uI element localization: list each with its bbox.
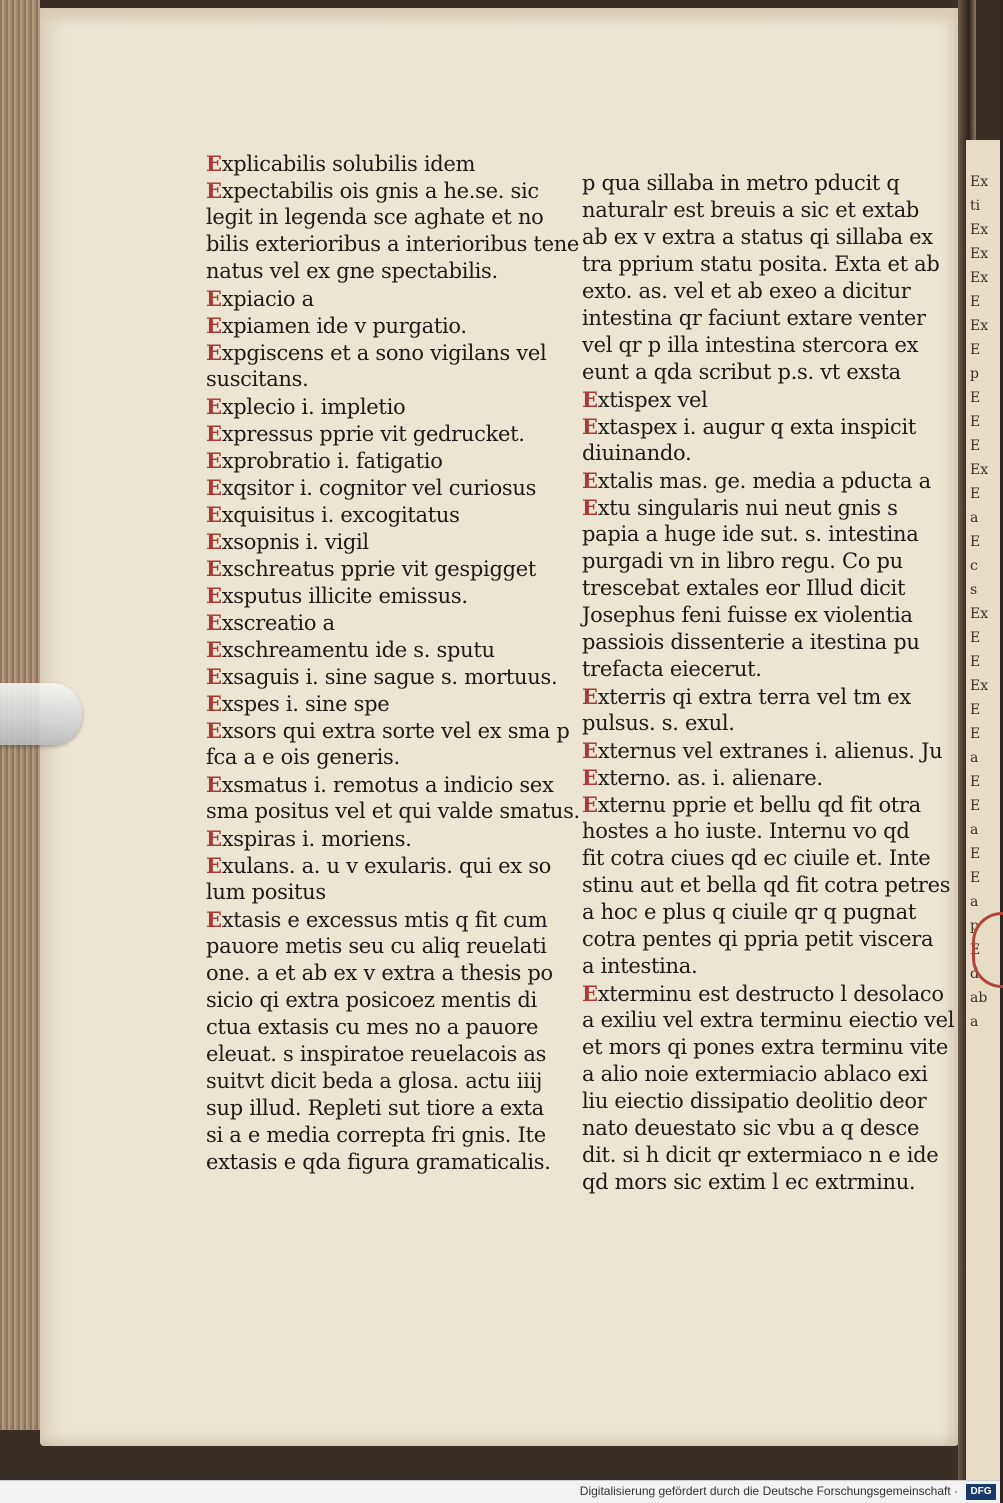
- line-text: xterno. as. i. alienare.: [597, 766, 823, 790]
- text-line: [582, 305, 926, 332]
- text-line: [582, 1088, 927, 1115]
- line-text: tra pprium statu posita. Exta et ab: [582, 252, 940, 276]
- next-page-fragment: Ex: [970, 318, 989, 334]
- line-text: xtalis mas. ge. media a pducta a: [597, 469, 931, 493]
- rubricated-initial: E: [582, 684, 598, 709]
- line-text: intestina qr faciunt extare venter: [582, 306, 926, 330]
- text-line: [206, 690, 526, 717]
- rubricated-initial: E: [206, 313, 222, 338]
- plastic-clip: [0, 683, 82, 745]
- line-text: extasis e qda figura gramaticalis.: [206, 1150, 551, 1174]
- line-text: purgadi vn in libro regu. Co pu: [582, 549, 903, 573]
- text-line: [582, 251, 940, 278]
- text-line: [206, 420, 526, 447]
- text-line: [206, 609, 526, 636]
- next-page-fragment: E: [970, 798, 981, 814]
- text-line: [582, 737, 943, 764]
- next-page-fragment: Ex: [970, 462, 989, 478]
- line-text: sma positus vel et qui valde smatus.: [206, 799, 580, 823]
- text-line: [582, 332, 922, 359]
- line-text: xplicabilis solubilis idem: [221, 152, 476, 176]
- next-page-fragment: E: [970, 774, 981, 790]
- rubricated-initial: E: [582, 792, 598, 817]
- line-text: xtasis e excessus mtis q fit cum: [221, 908, 548, 932]
- next-page-edge: [966, 140, 1000, 1480]
- line-text: suitvt dicit beda a glosa. actu iiij: [206, 1069, 543, 1093]
- rubricated-initial: E: [206, 421, 222, 446]
- text-line: [582, 1034, 949, 1061]
- text-line: [206, 798, 580, 825]
- next-page-fragment: a: [970, 510, 979, 526]
- rubricated-initial: E: [206, 583, 222, 608]
- line-text: xpiacio a: [221, 287, 314, 311]
- line-text: xternu pprie et bellu qd fit otra: [597, 793, 921, 817]
- rubricated-initial: E: [206, 853, 222, 878]
- line-text: xprobratio i. fatigatio: [221, 449, 443, 473]
- line-text: naturalr est breuis a sic et extab: [582, 198, 920, 222]
- line-text: xsaguis i. sine sague s. mortuus.: [221, 665, 558, 689]
- text-line: [206, 150, 526, 177]
- dfg-logo: DFG: [966, 1484, 996, 1500]
- text-line: [582, 1142, 939, 1169]
- next-page-fragment: E: [970, 726, 981, 742]
- rubricated-initial: E: [206, 394, 222, 419]
- next-page-fragment: E: [970, 438, 981, 454]
- text-line: [206, 744, 526, 771]
- rubricated-initial: E: [206, 556, 222, 581]
- line-text: xpectabilis ois gnis a he.se. sic: [221, 179, 539, 203]
- text-line: [206, 204, 544, 231]
- rubricated-initial: E: [206, 664, 222, 689]
- text-line: [206, 987, 537, 1014]
- line-text: bilis exterioribus a interioribus tene: [206, 232, 580, 256]
- line-text: suscitans.: [206, 367, 309, 391]
- text-line: [582, 467, 931, 494]
- rubricated-initial: E: [582, 468, 598, 493]
- rubricated-initial: E: [206, 907, 222, 932]
- text-line: [206, 366, 526, 393]
- text-line: [582, 494, 922, 521]
- next-page-fragment: E: [970, 654, 981, 670]
- next-page-fragment: E: [970, 630, 981, 646]
- text-line: [206, 555, 537, 582]
- text-line: [206, 1068, 543, 1095]
- line-text: xsmatus i. remotus a indicio sex: [221, 773, 554, 797]
- rubricated-initial: E: [206, 502, 222, 527]
- line-text: pauore metis seu cu aliq reuelati: [206, 934, 547, 958]
- line-text: diuinando.: [582, 441, 692, 465]
- text-line: [206, 339, 547, 366]
- next-page-fragment: E: [970, 942, 981, 958]
- text-line: [582, 548, 922, 575]
- next-page-fragment: Ex: [970, 270, 989, 286]
- text-line: [206, 663, 558, 690]
- text-line: [582, 764, 922, 791]
- line-text: xschreatus pprie vit gespigget: [221, 557, 537, 581]
- text-line: [582, 791, 922, 818]
- line-text: xpgiscens et a sono vigilans vel: [221, 341, 547, 365]
- next-page-fragment: E: [970, 294, 981, 310]
- text-line: [582, 1115, 922, 1142]
- next-page-fragment: Ex: [970, 678, 989, 694]
- line-text: et mors qi pones extra terminu vite: [582, 1035, 949, 1059]
- text-line: [206, 1014, 539, 1041]
- line-text: passiois dissenterie a itestina pu: [582, 630, 920, 654]
- rubricated-initial: E: [206, 448, 222, 473]
- text-line: [206, 582, 526, 609]
- rubricated-initial: E: [582, 387, 598, 412]
- line-text: xterminu est destructo l desolaco: [597, 982, 944, 1006]
- rubricated-initial: E: [206, 340, 222, 365]
- next-page-fragment: E: [970, 414, 981, 430]
- line-text: dit. si h dicit qr extermiaco n e ide: [582, 1143, 939, 1167]
- text-line: [582, 1061, 928, 1088]
- line-text: liu eiectio dissipatio deolitio deor: [582, 1089, 927, 1113]
- line-text: exto. as. vel et ab exeo a dicitur: [582, 279, 911, 303]
- text-line: [582, 818, 922, 845]
- text-line: [582, 575, 922, 602]
- rubricated-initial: E: [582, 495, 598, 520]
- text-line: [206, 771, 554, 798]
- next-page-fragment: E: [970, 534, 981, 550]
- line-text: lum positus: [206, 880, 326, 904]
- text-line: [582, 980, 944, 1007]
- line-text: ctua extasis cu mes no a pauore: [206, 1015, 539, 1039]
- text-line: [582, 953, 922, 980]
- line-text: xtispex vel: [597, 388, 708, 412]
- rubricated-initial: E: [582, 765, 598, 790]
- text-line: [206, 933, 547, 960]
- line-text: xplecio i. impletio: [221, 395, 406, 419]
- text-line: [582, 1007, 955, 1034]
- line-text: nato deuestato sic vbu a q desce: [582, 1116, 920, 1140]
- text-line: [206, 474, 537, 501]
- line-text: xpiamen ide v purgatio.: [221, 314, 467, 338]
- line-text: cotra pentes qi ppria petit viscera: [582, 927, 934, 951]
- line-text: one. a et ab ex v extra a thesis po: [206, 961, 553, 985]
- rubricated-initial: E: [206, 691, 222, 716]
- line-text: xsors qui extra sorte vel ex sma p: [221, 719, 570, 743]
- line-text: xqsitor i. cognitor vel curiosus: [221, 476, 537, 500]
- text-line: [206, 960, 553, 987]
- text-line: [582, 899, 922, 926]
- text-line: [582, 170, 922, 197]
- line-text: sup illud. Repleti sut tiore a exta: [206, 1096, 544, 1120]
- text-line: [206, 312, 526, 339]
- text-line: [206, 447, 526, 474]
- text-line: [582, 386, 922, 413]
- text-line: [206, 852, 552, 879]
- text-line: [582, 1169, 922, 1196]
- line-text: xtaspex i. augur q exta inspicit: [597, 415, 916, 439]
- line-text: trescebat extales eor Illud dicit: [582, 576, 906, 600]
- line-text: xspiras i. moriens.: [221, 827, 412, 851]
- text-line: [582, 683, 922, 710]
- footer-bar: [0, 1480, 1000, 1503]
- rubricated-initial: E: [582, 414, 598, 439]
- text-line: [582, 413, 922, 440]
- text-line: [206, 528, 526, 555]
- rubricated-initial: E: [206, 610, 222, 635]
- line-text: si a e media correpta fri gnis. Ite: [206, 1123, 546, 1147]
- text-line: [206, 1122, 546, 1149]
- line-text: papia a huge ide sut. s. intestina: [582, 522, 919, 546]
- text-line: [582, 872, 951, 899]
- rubricated-initial: E: [206, 286, 222, 311]
- line-text: natus vel ex gne spectabilis.: [206, 259, 498, 283]
- text-line: [582, 602, 922, 629]
- line-text: trefacta eiecerut.: [582, 657, 762, 681]
- rubricated-initial: E: [582, 738, 598, 763]
- next-page-fragment: p: [970, 918, 979, 934]
- line-text: qd mors sic extim l ec extrminu.: [582, 1170, 916, 1194]
- line-text: xquisitus i. excogitatus: [221, 503, 460, 527]
- right-text-column: [582, 170, 955, 1196]
- line-text: hostes a ho iuste. Internu vo qd: [582, 819, 910, 843]
- next-page-fragment: E: [970, 846, 981, 862]
- next-page-fragment: a: [970, 1014, 979, 1030]
- line-text: a alio noie extermiacio ablaco exi: [582, 1062, 928, 1086]
- left-text-column: [206, 150, 580, 1176]
- line-text: xternus vel extranes i. alienus. Ju: [597, 739, 943, 763]
- next-page-fragment: c: [970, 558, 978, 574]
- next-page-fragment: p: [970, 366, 979, 382]
- text-line: [206, 177, 539, 204]
- next-page-fragment: E: [970, 390, 981, 406]
- line-text: a exiliu vel extra terminu eiectio vel: [582, 1008, 955, 1032]
- rubricated-initial: E: [206, 475, 222, 500]
- line-text: a intestina.: [582, 954, 698, 978]
- text-line: [582, 359, 922, 386]
- text-line: [582, 521, 922, 548]
- next-page-fragment: E: [970, 342, 981, 358]
- rubricated-initial: E: [206, 772, 222, 797]
- line-text: fca a e ois generis.: [206, 745, 400, 769]
- next-page-fragment: d: [970, 966, 979, 982]
- line-text: xschreamentu ide s. sputu: [221, 638, 495, 662]
- next-page-fragment: Ex: [970, 606, 989, 622]
- text-line: [206, 1095, 544, 1122]
- rubricated-initial: E: [206, 826, 222, 851]
- text-line: [206, 825, 526, 852]
- line-text: eunt a qda scribut p.s. vt exsta: [582, 360, 901, 384]
- next-page-fragment: E: [970, 870, 981, 886]
- text-line: [206, 636, 526, 663]
- rubricated-initial: E: [206, 529, 222, 554]
- rubricated-initial: E: [206, 637, 222, 662]
- next-page-fragment: E: [970, 702, 981, 718]
- text-line: [206, 717, 570, 744]
- text-line: [582, 710, 922, 737]
- text-line: [582, 278, 922, 305]
- text-line: [206, 1041, 547, 1068]
- line-text: p qua sillaba in metro pducit q: [582, 171, 900, 195]
- line-text: xtu singularis nui neut gnis s: [597, 496, 898, 520]
- next-page-fragment: E: [970, 486, 981, 502]
- rubricated-initial: E: [206, 178, 222, 203]
- next-page-fragment: ab: [970, 990, 988, 1006]
- text-line: [206, 258, 526, 285]
- text-line: [206, 501, 526, 528]
- next-page-fragment: Ex: [970, 246, 989, 262]
- text-line: [206, 879, 526, 906]
- line-text: xscreatio a: [221, 611, 335, 635]
- line-text: pulsus. s. exul.: [582, 711, 735, 735]
- next-page-fragment: Ex: [970, 222, 989, 238]
- line-text: xsopnis i. vigil: [221, 530, 369, 554]
- line-text: legit in legenda sce aghate et no: [206, 205, 544, 229]
- line-text: xsputus illicite emissus.: [221, 584, 468, 608]
- text-line: [206, 393, 526, 420]
- next-page-fragment: ti: [970, 198, 981, 214]
- page-shadow: [40, 8, 960, 28]
- line-text: fit cotra ciues qd ec ciuile et. Inte: [582, 846, 931, 870]
- line-text: stinu aut et bella qd fit cotra petres: [582, 873, 951, 897]
- line-text: ab ex v extra a status qi sillaba ex: [582, 225, 933, 249]
- next-page-fragment: Ex: [970, 174, 989, 190]
- footer-credit: Digitalisierung gefördert durch die Deutsche Forschungsgemeinschaft ·: [579, 1484, 958, 1498]
- rubricated-initial: E: [206, 151, 222, 176]
- text-line: [582, 224, 933, 251]
- text-line: [582, 845, 931, 872]
- next-page-fragment: s: [970, 582, 978, 598]
- text-line: [206, 1149, 551, 1176]
- text-line: [582, 197, 922, 224]
- line-text: xulans. a. u v exularis. qui ex so: [221, 854, 552, 878]
- line-text: sicio qi extra posicoez mentis di: [206, 988, 537, 1012]
- rubricated-initial: E: [582, 981, 598, 1006]
- text-line: [582, 629, 922, 656]
- line-text: eleuat. s inspiratoe reuelacois as: [206, 1042, 547, 1066]
- line-text: a hoc e plus q ciuile qr q pugnat: [582, 900, 916, 924]
- next-page-fragment: a: [970, 750, 979, 766]
- text-line: [582, 440, 922, 467]
- line-text: xterris qi extra terra vel tm ex: [597, 685, 911, 709]
- line-text: vel qr p illa intestina stercora ex: [582, 333, 919, 357]
- next-page-fragment: a: [970, 894, 979, 910]
- line-text: xspes i. sine spe: [221, 692, 390, 716]
- text-line: [582, 926, 934, 953]
- rubricated-initial: E: [206, 718, 222, 743]
- text-line: [582, 656, 922, 683]
- next-page-fragment: a: [970, 822, 979, 838]
- text-line: [206, 285, 526, 312]
- next-page-fragments: [970, 170, 988, 1034]
- text-line: [206, 231, 580, 258]
- line-text: Josephus feni fuisse ex violentia: [582, 603, 913, 627]
- line-text: xpressus pprie vit gedrucket.: [221, 422, 525, 446]
- text-line: [206, 906, 548, 933]
